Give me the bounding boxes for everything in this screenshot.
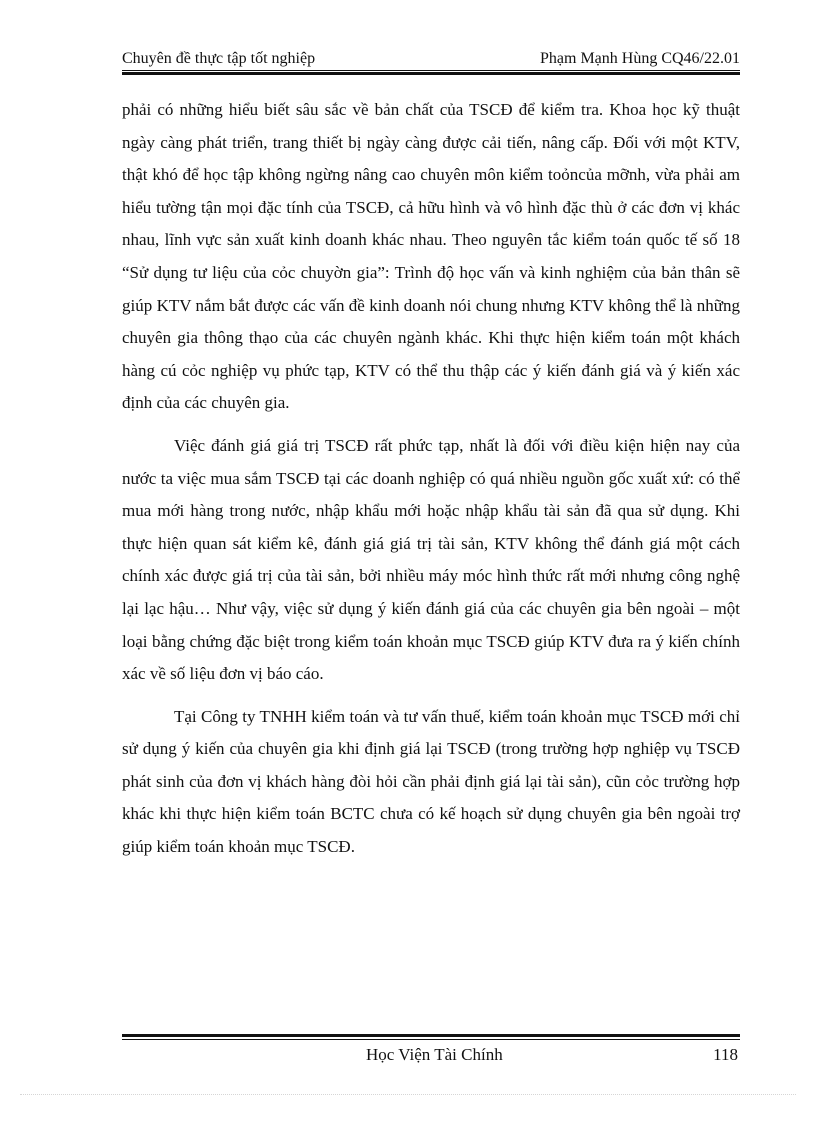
paragraph-3: Tại Công ty TNHH kiểm toán và tư vấn thuế, kiểm toán khoản mục TSCĐ mới chỉ sử dụng ý kiến của chuyên gia khi định giá lại TSCĐ (trong trường hợp nghiệp vụ TSCĐ phát sinh của đơn vị khách hàng đòi hỏi cần phải định giá lại tài sản), cũn cỏc trường hợp khác khi thực hiện kiểm toán BCTC chưa có kế hoạch sử dụng chuyên gia bên ngoài trợ giúp kiểm toán khoản mục TSCĐ. (122, 706, 740, 857)
header-rule-thin (122, 70, 740, 71)
footer-institution: Học Viện Tài Chính (366, 1045, 503, 1064)
paragraph-1: phải có những hiểu biết sâu sắc về bản chất của TSCĐ để kiểm tra. Khoa học kỹ thuật ngày càng phát triển, trang thiết bị ngày càng được cải tiến, nâng cấp. Đối với một KTV, thật khó để học tập không ngừng nâng cao chuyên môn kiểm toỏncủa mỡnh, vừa phải am hiểu tường tận mọi đặc tính của TSCĐ, cả hữu hình và vô hình đặc thù ở các đơn vị khác nhau, lĩnh vực sản xuất kinh doanh khác nhau. Theo nguyên tắc kiểm toán quốc tế số 18 “Sử dụng tư liệu của cỏc chuyờn gia”: Trình độ học vấn và kinh nghiệm của bản thân sẽ giúp KTV nắm bắt được các vấn đề kinh doanh nói chung nhưng KTV không thể là những chuyên gia thông thạo của các chuyên ngành khác. Khi thực hiện kiểm toán một khách hàng cú cỏc nghiệp vụ phức tạp, KTV có thể thu thập các ý kiến đánh giá và ý kiến xác định của các chuyên gia. (122, 100, 740, 413)
header-title: Chuyên đề thực tập tốt nghiệp (122, 50, 316, 67)
page-number: 118 (713, 1045, 738, 1064)
footer-rule-thin (122, 1039, 740, 1040)
header-author: Phạm Mạnh Hùng CQ46/22.01 (540, 50, 740, 67)
page-footer (122, 1044, 740, 1066)
page-bottom-border (20, 1094, 796, 1095)
header-rule-thick (122, 72, 740, 75)
page-header (122, 48, 740, 70)
document-body (122, 94, 740, 864)
paragraph-2: Việc đánh giá giá trị TSCĐ rất phức tạp, nhất là đối với điều kiện hiện nay của nước ta việc mua sắm TSCĐ tại các doanh nghiệp có quá nhiều nguồn gốc xuất xứ: có thể mua mới hàng trong nước, nhập khẩu mới hoặc nhập khẩu tài sản đã qua sử dụng. Khi thực hiện quan sát kiểm kê, đánh giá giá trị tài sản, KTV không thể đánh giá một cách chính xác được giá trị của tài sản, bởi nhiều máy móc hình thức rất mới nhưng công nghệ lại lạc hậu… Như vậy, việc sử dụng ý kiến đánh giá của các chuyên gia bên ngoài – một loại bằng chứng đặc biệt trong kiểm toán khoản mục TSCĐ giúp KTV đưa ra ý kiến chính xác về số liệu đơn vị báo cáo. (122, 435, 740, 684)
footer-rule-thick (122, 1034, 740, 1037)
